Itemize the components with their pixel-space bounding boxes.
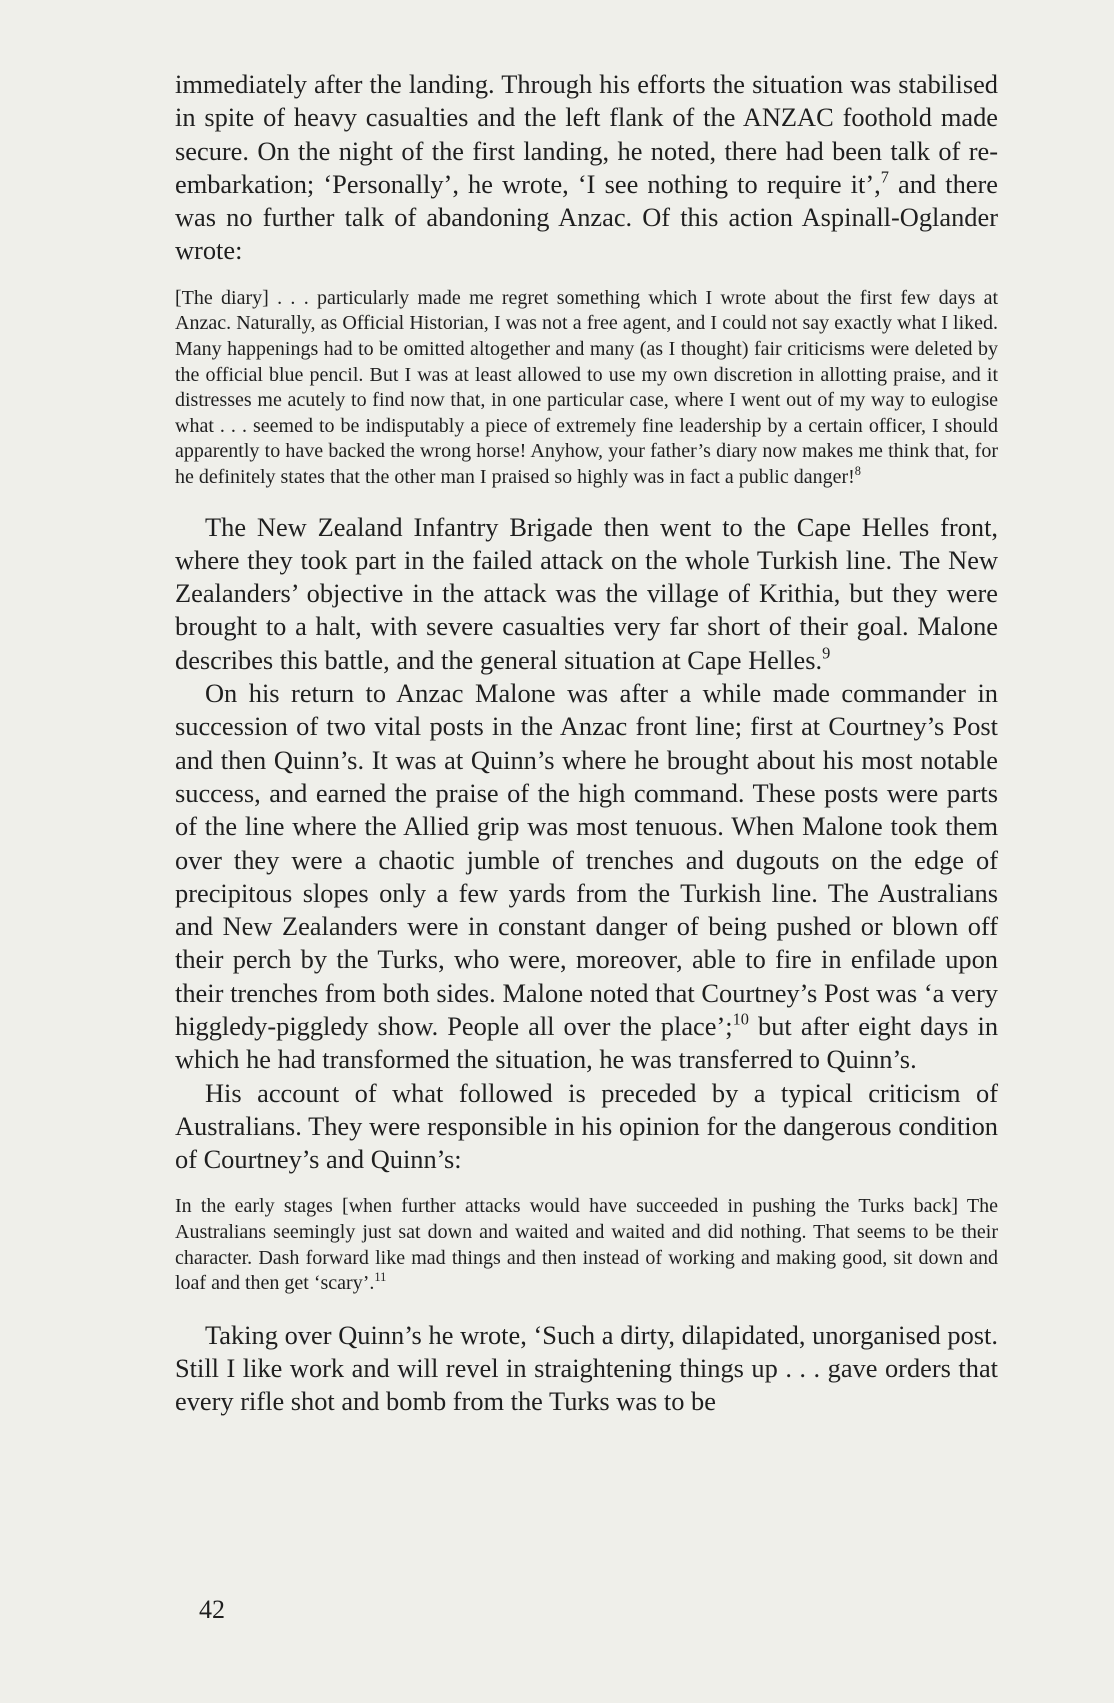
paragraph-text-continued: and there was no further talk of abandoning Anzac. Of this action Aspinall-Oglander wrote: — [175, 168, 998, 266]
quote-text: [The diary] . . . particularly made me regret something which I wrote about the first few days at Anzac. Naturally, as Official Historian, I was not a free agent, and I could not say exactly what I liked. Many happenings had to be omitted altogether and many (as I thought) fair criticisms were deleted by the official blue pencil. But I was at least allowed to use my own discretion in allotting praise, and it distresses me acutely to find now that, in one particular case, where I went out of my way to eulogise what . . . seemed to be indisputably a piece of extremely fine leadership by a certain officer, I should apparently to have backed the wrong horse! Anyhow, your father’s diary now makes me think that, for he definitely states that the other man I praised so highly was in fact a public danger! — [175, 286, 998, 488]
page-number: 42 — [199, 1595, 225, 1624]
footnote-marker: 8 — [854, 463, 861, 478]
paragraph-4: His account of what followed is preceded by a typical criticism of Australians. They were responsible in his opinion for the dangerous condition of Courtney’s and Quinn’s: — [175, 1077, 998, 1175]
footnote-marker: 9 — [822, 643, 831, 663]
block-quote-1 — [175, 286, 998, 491]
text-column — [175, 68, 998, 1419]
paragraph-text: The New Zealand Infantry Brigade then went to the Cape Helles front, where they took part in the failed attack on the whole Turkish line. The New Zealanders’ objective in the attack was the village of Krithia, but they were brought to a halt, with severe casualties very far short of their goal. Malone describes this battle, and the general situation at Cape Helles. — [175, 511, 998, 675]
paragraph-text: immediately after the landing. Through his efforts the situation was stabilised in spite of heavy casualties and the left flank of the ANZAC foothold made secure. On the night of the first landing, he noted, there had been talk of re-embarkation; ‘Personally’, he wrote, ‘I see nothing to require it’, — [175, 69, 998, 199]
paragraph-3 — [175, 677, 998, 1077]
footnote-marker: 7 — [880, 167, 889, 187]
paragraph-2 — [175, 511, 998, 677]
footnote-marker: 11 — [374, 1270, 387, 1285]
paragraph-text-continued: but after eight days in which he had transformed the situation, he was transferred to Quinn’s. — [175, 1010, 999, 1075]
quote-text: In the early stages [when further attacks would have succeeded in pushing the Turks back] The Australians seemingly just sat down and waited and waited and did nothing. That seems to be their character. Dash forward like mad things and then instead of working and making good, sit down and loaf and then get ‘scary’. — [175, 1195, 998, 1295]
paragraph-1 — [175, 68, 998, 268]
block-quote-2 — [175, 1194, 998, 1296]
footnote-marker: 10 — [732, 1009, 749, 1029]
paragraph-5: Taking over Quinn’s he wrote, ‘Such a dirty, dilapidated, unorganised post. Still I like work and will revel in straightening things up . . . gave orders that every rifle shot and bomb from the Turks was to be — [175, 1319, 998, 1417]
paragraph-text: On his return to Anzac Malone was after a while made commander in succession of two vital posts in the Anzac front line; first at Courtney’s Post and then Quinn’s. It was at Quinn’s where he brought about his most notable success, and earned the praise of the high command. These posts were parts of the line where the Allied grip was most tenuous. When Malone took them over they were a chaotic jumble of trenches and dugouts on the edge of precipitous slopes only a few yards from the Turkish line. The Australians and New Zealanders were in constant danger of being pushed or blown off their perch by the Turks, who were, moreover, able to fire in enfilade upon their trenches from both sides. Malone noted that Courtney’s Post was ‘a very higgledy-piggledy show. People all over the place’; — [175, 678, 998, 1041]
